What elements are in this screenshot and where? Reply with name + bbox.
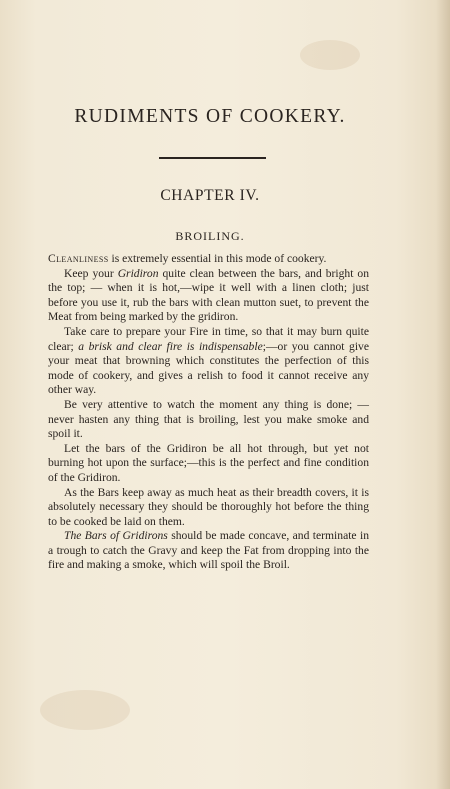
running-head: RUDIMENTS OF COOKERY.: [74, 106, 346, 127]
paragraph-2-text-c: quite clean between the bars, and bright on the top; — when it is hot,—wipe it well with a linen cloth; just before you use it, rub the bars with clean mutton suet, to prevent the Meat from being marked by the gridiron.: [48, 266, 370, 324]
section-heading: BROILING.: [175, 229, 245, 243]
paragraph-3-italic: a brisk and clear fire is indispensable: [78, 339, 263, 353]
page-edge-shadow: [436, 0, 450, 789]
paragraph-7: [48, 529, 369, 573]
heading-rule: [159, 157, 266, 159]
paragraph-4: Be very attentive to watch the moment any thing is done; — never hasten any thing that is broiling, lest you make smoke and spoil it.: [48, 397, 369, 441]
chapter-heading: CHAPTER IV.: [160, 187, 260, 204]
paper-stain: [40, 690, 130, 730]
body-text: [48, 252, 369, 573]
paragraph-1: [48, 252, 369, 267]
paragraph-1-text: is extremely essential in this mode of cookery.: [108, 252, 327, 265]
paragraph-3-text-a: Take care to prepare your Fire in time, so that it may burn quite clear;: [48, 324, 369, 353]
paragraph-3-text-c: ;—or you cannot give your meat that browning which constitutes the perfection of this mode of cookery, and gives a relish to food it cannot receive any other way.: [48, 339, 369, 397]
paragraph-3: [48, 325, 369, 398]
paper-stain: [300, 40, 360, 70]
paragraph-2: [48, 267, 369, 325]
paragraph-7-text-b: should be made concave, and terminate in a trough to catch the Gravy and keep the Fat from dropping into the fire and making a smoke, which will spoil the Broil.: [48, 529, 369, 572]
paragraph-5: Let the bars of the Gridiron be all hot through, but yet not burning hot upon the surface;—this is the perfect and fine condition of the Gridiron.: [48, 441, 369, 484]
paragraph-6: As the Bars keep away as much heat as their breadth covers, it is absolutely necessary they should be thoroughly hot before the thing to be cooked be laid on them.: [48, 485, 369, 528]
paragraph-2-italic: Gridiron: [117, 266, 159, 280]
paragraph-2-text-a: Keep your: [64, 266, 118, 280]
lead-word: Cleanliness: [48, 252, 109, 265]
paragraph-7-italic: The Bars of Gridirons: [64, 529, 168, 543]
